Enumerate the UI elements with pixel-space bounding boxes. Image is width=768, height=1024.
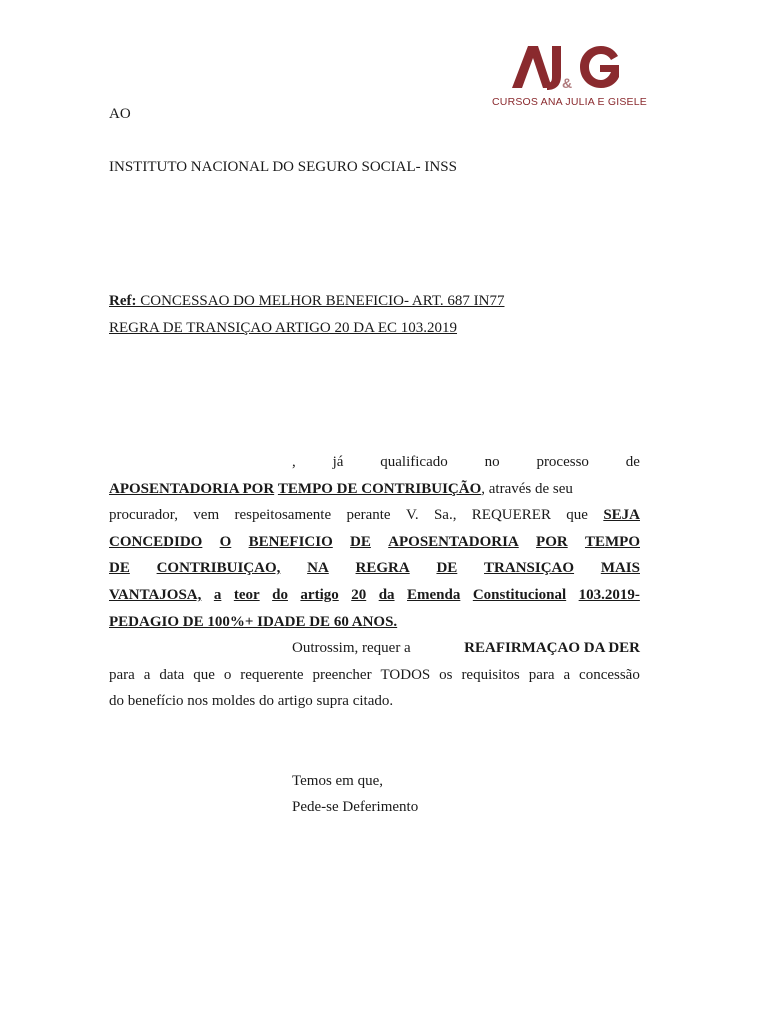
body-text: do benefício nos moldes do artigo supra citado. bbox=[109, 693, 394, 710]
word: CONCEDIDO bbox=[109, 533, 203, 550]
word: vem bbox=[193, 507, 220, 524]
word: respeitosamente bbox=[234, 507, 332, 524]
reference-line-1 bbox=[109, 288, 504, 315]
benefit-type: APOSENTADORIA POR bbox=[109, 480, 275, 497]
word: do bbox=[272, 586, 288, 603]
word: REQUERER bbox=[471, 507, 551, 524]
body-text: Outrossim, requer a bbox=[292, 640, 411, 657]
svg-text:&: & bbox=[562, 75, 573, 91]
body-line-6 bbox=[109, 582, 640, 609]
body-line-8 bbox=[109, 635, 640, 662]
word: para bbox=[528, 666, 555, 683]
word: V. bbox=[405, 507, 419, 524]
body-line-10 bbox=[109, 688, 640, 715]
word: SEJA bbox=[603, 507, 640, 524]
pedagio-clause: PEDAGIO DE 100%+ IDADE DE 60 ANOS. bbox=[109, 613, 398, 630]
word: que bbox=[193, 666, 215, 683]
word: qualificado bbox=[380, 454, 448, 470]
body-line-4 bbox=[109, 529, 640, 556]
word: TEMPO bbox=[584, 533, 640, 550]
word: DE bbox=[109, 560, 130, 577]
word: REGRA bbox=[355, 560, 410, 577]
word: a bbox=[213, 586, 222, 603]
word: NA bbox=[307, 560, 329, 577]
request-paragraph bbox=[109, 449, 640, 715]
reference-subject: CONCESSAO DO MELHOR BENEFICIO- ART. 687 IN77 bbox=[136, 293, 505, 309]
word: para bbox=[109, 666, 135, 683]
reference-prefix: Ref: bbox=[109, 293, 137, 309]
closing-line-1: Temos em que, bbox=[292, 773, 384, 789]
word: POR bbox=[536, 533, 568, 550]
addressee-ao: AO bbox=[109, 106, 131, 122]
word: TRANSIÇAO bbox=[484, 560, 575, 577]
word: Emenda bbox=[407, 586, 461, 603]
word: TODOS bbox=[380, 666, 431, 683]
body-line-3 bbox=[109, 502, 640, 529]
word: APOSENTADORIA bbox=[388, 533, 519, 550]
body-text: , através de seu bbox=[481, 480, 573, 497]
word: processo bbox=[536, 454, 589, 470]
closing-line-2: Pede-se Deferimento bbox=[292, 799, 419, 815]
word: artigo bbox=[300, 586, 339, 603]
word: DE bbox=[436, 560, 458, 577]
word: teor bbox=[233, 586, 260, 603]
body-line-2 bbox=[109, 476, 640, 503]
word: Sa., bbox=[433, 507, 457, 524]
word: os bbox=[439, 666, 453, 683]
word: requerente bbox=[240, 666, 304, 683]
logo-caption: CURSOS ANA JULIA E GISELE bbox=[492, 96, 647, 108]
word: MAIS bbox=[600, 560, 640, 577]
logo bbox=[492, 40, 648, 112]
word: já bbox=[332, 454, 344, 470]
body-line-9 bbox=[109, 662, 640, 689]
body-line-5 bbox=[109, 555, 640, 582]
word: no bbox=[484, 454, 500, 470]
word: , bbox=[292, 454, 296, 470]
word: VANTAJOSA, bbox=[109, 586, 202, 603]
word: 103.2019- bbox=[578, 586, 640, 603]
word: de bbox=[625, 454, 640, 470]
word: da bbox=[378, 586, 395, 603]
body-line-1 bbox=[109, 449, 640, 476]
benefit-basis: TEMPO DE CONTRIBUIÇÃO bbox=[277, 480, 482, 497]
word: preencher bbox=[312, 666, 372, 683]
word: perante bbox=[346, 507, 391, 524]
body-line-7 bbox=[109, 609, 640, 636]
word: concessão bbox=[579, 666, 640, 683]
word: O bbox=[219, 533, 232, 550]
word: procurador, bbox=[109, 507, 178, 524]
word: o bbox=[223, 666, 232, 683]
word: a bbox=[563, 666, 571, 683]
reaffirmation-der: REAFIRMAÇAO DA DER bbox=[464, 640, 640, 657]
word: DE bbox=[350, 533, 371, 550]
word: data bbox=[159, 666, 185, 683]
word: requisitos bbox=[461, 666, 520, 683]
addressee-institution: INSTITUTO NACIONAL DO SEGURO SOCIAL- INSS bbox=[109, 159, 457, 175]
reference-line-2: REGRA DE TRANSIÇAO ARTIGO 20 DA EC 103.2019 bbox=[109, 320, 458, 336]
word: que bbox=[566, 507, 588, 524]
word: 20 bbox=[351, 586, 367, 603]
word: BENEFICIO bbox=[248, 533, 333, 550]
word: CONTRIBUIÇAO, bbox=[156, 560, 281, 577]
word: a bbox=[143, 666, 151, 683]
logo-mark bbox=[512, 40, 624, 94]
word: Constitucional bbox=[472, 586, 567, 603]
